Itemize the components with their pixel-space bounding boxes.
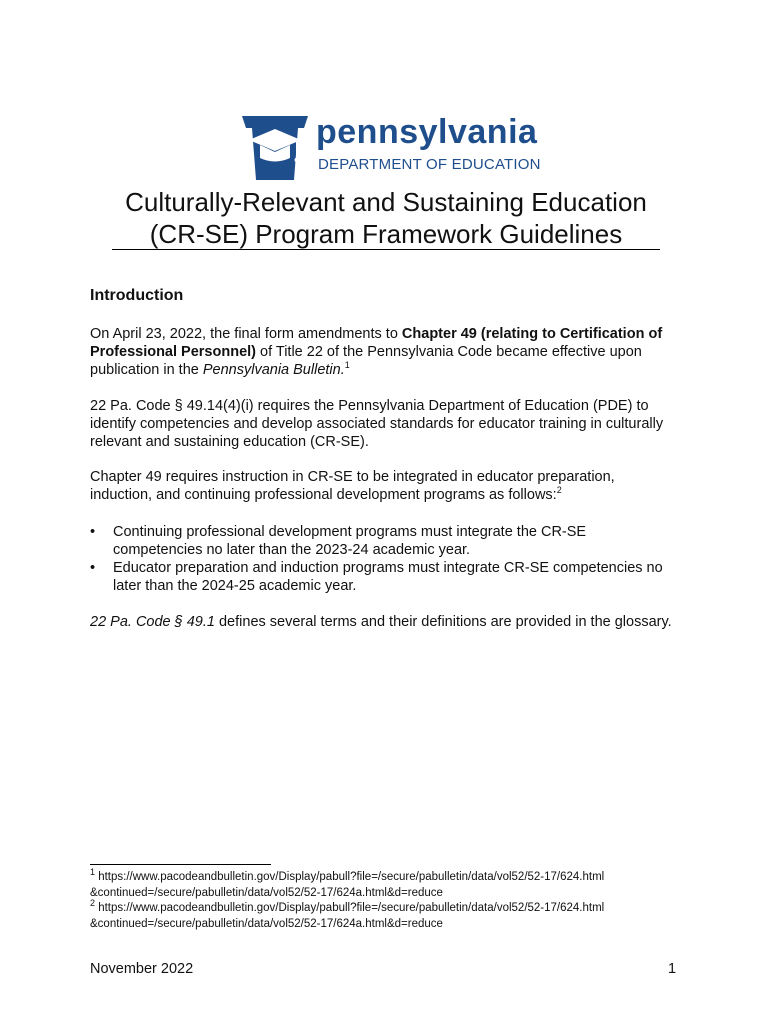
title-underline <box>112 249 660 250</box>
footnote-1 <box>90 869 610 901</box>
chapter-49-reference: Chapter 49 (relating to Certification of Professional Personnel) <box>90 326 663 360</box>
footnote-number: 2 <box>90 898 96 909</box>
footnote-number: 1 <box>90 867 96 878</box>
bullet-text: Continuing professional development programs must integrate the CR-SE competencies no later than the 2023-24 academic year. <box>113 524 587 558</box>
logo-department: DEPARTMENT OF EDUCATION <box>318 156 541 173</box>
paragraph-4-text: defines several terms and their definitions are provided in the glossary. <box>214 614 672 630</box>
footnote-ref-2[interactable]: 2 <box>556 485 562 496</box>
footnote-separator <box>90 864 271 865</box>
bullet-marker: • <box>90 560 96 576</box>
paragraph-1-text-b: of Title 22 of the Pennsylvania Code became effective upon publication in the <box>90 344 642 378</box>
bullet-marker: • <box>90 524 96 540</box>
code-reference: 22 Pa. Code § 49.1 <box>90 614 215 630</box>
footnote-2 <box>90 900 610 932</box>
pennsylvania-bulletin-reference: Pennsylvania Bulletin. <box>202 362 345 378</box>
footnote-link[interactable]: https://www.pacodeandbulletin.gov/Display/pabull?file=/secure/pabulletin/data/vol52/52-17/624.html&continued=/secure/pabulletin/data/vol52/52-17/624a.html&d=reduce <box>90 871 605 899</box>
bullet-text: Educator preparation and induction programs must integrate CR-SE competencies no later than the 2024-25 academic year. <box>113 560 663 594</box>
logo-name: pennsylvania <box>316 113 538 151</box>
paragraph-1 <box>90 325 680 379</box>
title-line-2: (CR-SE) Program Framework Guidelines <box>149 219 623 249</box>
pde-logo <box>238 112 541 184</box>
paragraph-3-text: Chapter 49 requires instruction in CR-SE to be integrated in educator preparation, induction, and continuing professional development programs as follows: <box>90 469 615 503</box>
paragraph-2: 22 Pa. Code § 49.14(4)(i) requires the Pennsylvania Department of Education (PDE) to identify competencies and develop associated standards for educator training in culturally relevant and sustaining education (CR-SE). <box>90 398 664 450</box>
paragraph-1-text-a: On April 23, 2022, the final form amendments to <box>90 326 402 342</box>
section-heading: Introduction <box>90 287 184 304</box>
paragraph-3 <box>90 468 680 504</box>
footnote-ref-1[interactable]: 1 <box>344 360 350 371</box>
footer-date: November 2022 <box>90 961 194 977</box>
title-line-1: Culturally-Relevant and Sustaining Education <box>125 187 647 217</box>
paragraph-4 <box>90 613 680 631</box>
page-number: 1 <box>668 961 677 977</box>
document-title <box>112 186 660 250</box>
keystone-graduation-cap-icon <box>238 112 312 184</box>
footnote-link[interactable]: https://www.pacodeandbulletin.gov/Display/pabull?file=/secure/pabulletin/data/vol52/52-17/624.html&continued=/secure/pabulletin/data/vol52/52-17/624a.html&d=reduce <box>90 902 605 930</box>
